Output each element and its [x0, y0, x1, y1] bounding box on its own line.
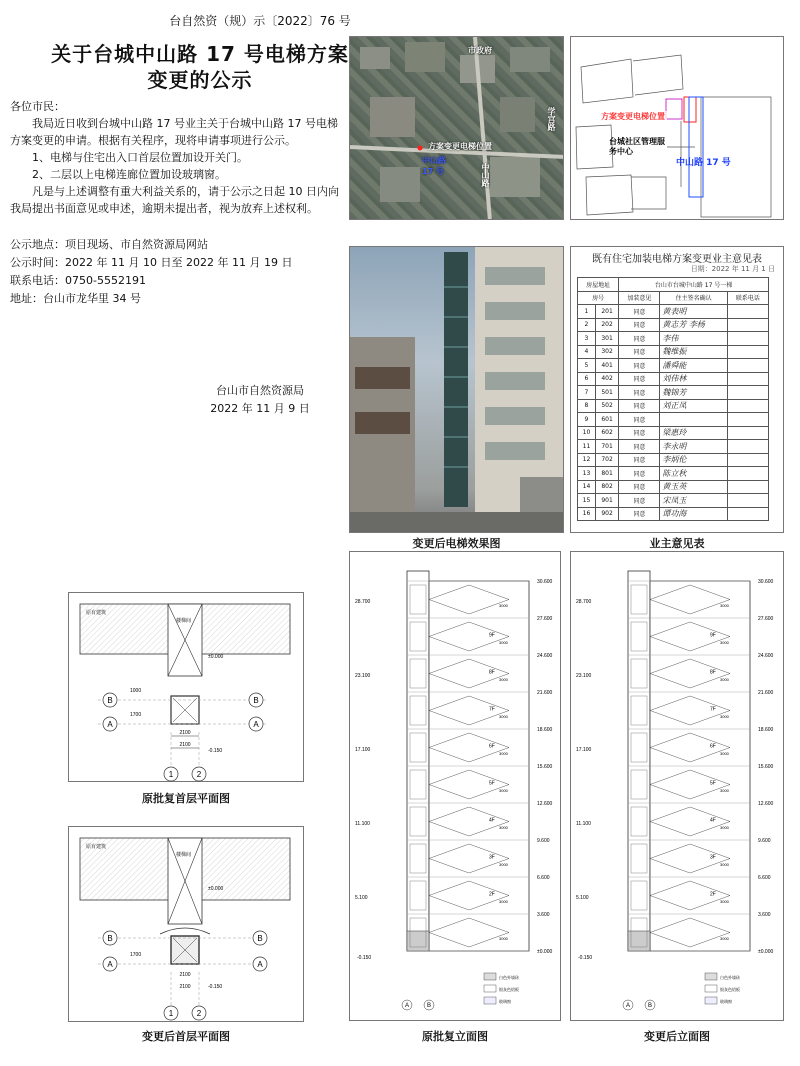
orig-elev-legend-swatch-3 [484, 997, 496, 1004]
cell-sign: 黄玉英 [660, 480, 727, 494]
new-axis-1: 1 [168, 1009, 174, 1018]
cell-idx: 2 [578, 318, 596, 332]
orig-axis-b-left: B [107, 696, 113, 705]
item-1: 1、电梯与住宅出入口首层位置加设开关门。 [32, 151, 248, 164]
orig-elev-level-label: 18.600 [537, 727, 553, 733]
cell-room: 601 [595, 413, 618, 427]
orig-elev-floor-tag: 7F [489, 706, 495, 713]
new-axis-a-left: A [107, 960, 113, 969]
new-elev-legend-swatch-2 [705, 985, 717, 992]
label-zhongshan-road: 中山路 [481, 163, 490, 187]
orig-elev-left-level: 5.100 [355, 895, 368, 902]
orig-axis-b-right: B [253, 696, 259, 705]
orig-axis-a-left: A [107, 720, 113, 729]
new-elev-floor-tag: 9F [710, 632, 716, 639]
new-elev-axis-b: B [647, 1003, 653, 1009]
issuer: 台山市自然资源局 [216, 384, 304, 397]
orig-elev-legend-swatch-1 [484, 973, 496, 980]
notice-location: 公示地点：项目现场、市自然资源局网站 [10, 238, 208, 251]
siteplan-community: 台城社区管理服务中心 [609, 137, 665, 156]
cell-idx: 12 [578, 453, 596, 467]
label-city-gov: 市政府 [468, 46, 492, 55]
new-elev-level-label: 30.600 [758, 579, 774, 585]
orig-elev-dim-label: 3000 [499, 935, 508, 941]
cell-idx: 1 [578, 305, 596, 319]
cell-idx: 13 [578, 467, 596, 481]
opinion-table-title: 既有住宅加装电梯方案变更业主意见表 [592, 254, 762, 265]
col-sign: 住主签名确认 [660, 291, 727, 305]
cell-opinion: 同意 [619, 440, 660, 454]
orig-elev-0: ±0.000 [208, 654, 224, 660]
cell-room: 202 [595, 318, 618, 332]
cell-phone [727, 507, 768, 521]
cell-phone [727, 332, 768, 346]
new-elev-dim-label: 3000 [720, 787, 729, 793]
cell-sign: 刘伟林 [660, 372, 727, 386]
site-plan-lines [571, 37, 784, 220]
opinion-table [577, 277, 769, 521]
table-row [578, 305, 769, 319]
cell-idx: 14 [578, 480, 596, 494]
new-axis-2: 2 [196, 1009, 202, 1018]
new-existing-bldg: 原有建筑 [86, 844, 107, 850]
orig-elev-level-label: 9.600 [537, 838, 550, 844]
orig-elev-left-level: 23.100 [355, 673, 371, 680]
orig-axis-1: 1 [168, 770, 174, 779]
label-zhongshan17: 中山路 17 号 [422, 156, 446, 176]
table-row [578, 480, 769, 494]
new-elev-level-label: 6.600 [758, 875, 771, 881]
cell-idx: 3 [578, 332, 596, 346]
orig-elev-level-label: 12.600 [537, 801, 553, 807]
table-row [578, 359, 769, 373]
cell-opinion: 同意 [619, 318, 660, 332]
table-row [578, 467, 769, 481]
new-elev-level-label: 27.600 [758, 616, 774, 622]
col-address: 房屋地址 [578, 278, 619, 292]
table-row [578, 318, 769, 332]
orig-elev-legend-3: 玻璃窗 [499, 999, 511, 1004]
new-axis-a-right: A [257, 960, 263, 969]
notice-info [10, 236, 292, 308]
cell-phone [727, 467, 768, 481]
cell-room: 901 [595, 494, 618, 508]
orig-elev-level-label: 3.600 [537, 912, 550, 918]
cell-idx: 8 [578, 399, 596, 413]
new-elev-floor-tag: 8F [710, 669, 716, 676]
new-stairwell: 楼梯间 [176, 852, 192, 858]
cell-sign: 刘正凤 [660, 399, 727, 413]
col-opinion: 加装意见 [619, 291, 660, 305]
cell-room: 301 [595, 332, 618, 346]
table-row [578, 345, 769, 359]
orig-elev-level-label: 24.600 [537, 653, 553, 659]
orig-elev-floor-tag: 4F [489, 817, 495, 824]
caption-opinion: 业主意见表 [649, 537, 705, 550]
new-dim-2100b: 2100 [179, 984, 191, 990]
new-axis-b-left: B [107, 934, 113, 943]
orig-elev-level-label: 27.600 [537, 616, 553, 622]
new-elev-level-label: 21.600 [758, 690, 774, 696]
cell-opinion: 同意 [619, 480, 660, 494]
orig-axis-a-right: A [253, 720, 259, 729]
orig-elev-legend-swatch-2 [484, 985, 496, 992]
orig-elev-dim-label: 3000 [499, 713, 508, 719]
orig-elev-ground-neg: -0.150 [357, 955, 372, 961]
orig-elev-axis-a: A [404, 1003, 410, 1009]
cell-phone [727, 399, 768, 413]
orig-elev-left-level: 17.100 [355, 747, 371, 754]
cell-sign: 潘舜能 [660, 359, 727, 373]
new-elev-dim-label: 3000 [720, 935, 729, 941]
cell-room: 801 [595, 467, 618, 481]
cell-idx: 11 [578, 440, 596, 454]
new-elev-floor-tag: 3F [710, 854, 716, 861]
cell-idx: 7 [578, 386, 596, 400]
new-elev-level-label: 3.600 [758, 912, 771, 918]
new-elev-base [628, 931, 650, 951]
new-elev-axis-a: A [625, 1003, 631, 1009]
table-row [578, 507, 769, 521]
orig-elev-dim-label: 3000 [499, 898, 508, 904]
cell-sign: 梁惠玲 [660, 426, 727, 440]
orig-elev-floor-tag: 3F [489, 854, 495, 861]
new-elev-legend-swatch-3 [705, 997, 717, 1004]
label-school-road: 学宫路 [547, 107, 556, 131]
caption-new-elev: 变更后立面图 [644, 1030, 710, 1043]
cell-sign: 陈立秋 [660, 467, 727, 481]
signature-block [190, 382, 330, 418]
cell-sign: 谭功海 [660, 507, 727, 521]
elevator-effect-photo [349, 246, 564, 533]
caption-effect: 变更后电梯效果图 [412, 537, 501, 550]
new-elev-dim-label: 3000 [720, 750, 729, 756]
col-room: 房号 [578, 291, 619, 305]
orig-elev-legend-2: 银灰色铝板 [499, 987, 519, 992]
label-elevator-pos: 方案变更电梯位置 [428, 142, 492, 151]
table-row [578, 399, 769, 413]
new-elev-floor-tag: 5F [710, 780, 716, 787]
cell-opinion: 同意 [619, 399, 660, 413]
cell-room: 501 [595, 386, 618, 400]
table-row [578, 494, 769, 508]
cell-opinion: 同意 [619, 467, 660, 481]
cell-phone [727, 318, 768, 332]
notice-body [10, 98, 345, 217]
cell-idx: 16 [578, 507, 596, 521]
new-dim-1700: 1700 [130, 952, 142, 958]
new-elev-dim-label: 3000 [720, 861, 729, 867]
cell-sign: 李炳伦 [660, 453, 727, 467]
cell-room: 602 [595, 426, 618, 440]
cell-sign: 魏维振 [660, 345, 727, 359]
cell-idx: 6 [578, 372, 596, 386]
orig-elev-axis-b: B [426, 1003, 432, 1009]
cell-sign [660, 413, 727, 427]
cell-opinion: 同意 [619, 386, 660, 400]
new-elev-ground-neg: -0.150 [578, 955, 593, 961]
cell-room: 201 [595, 305, 618, 319]
cell-phone [727, 386, 768, 400]
new-elev-left-level: 17.100 [576, 747, 592, 754]
new-elev-level-label: 12.600 [758, 801, 774, 807]
new-dim-2100a: 2100 [179, 972, 191, 978]
new-elev-level-label: 18.600 [758, 727, 774, 733]
new-elev-legend-2: 银灰色铝板 [720, 987, 740, 992]
table-row [578, 332, 769, 346]
table-row [578, 440, 769, 454]
new-axis-b-right: B [257, 934, 263, 943]
orig-elev-floor-tag: 9F [489, 632, 495, 639]
new-elev-legend-swatch-1 [705, 973, 717, 980]
issue-date: 2022 年 11 月 9 日 [210, 402, 310, 415]
cell-opinion: 同意 [619, 494, 660, 508]
aerial-photo [349, 36, 564, 220]
new-elev-floor-tag: 7F [710, 706, 716, 713]
contact-address: 地址：台山市龙华里 34 号 [10, 292, 141, 305]
cell-sign: 李永明 [660, 440, 727, 454]
orig-elev-level-label: 21.600 [537, 690, 553, 696]
orig-elev-dim-label: 3000 [499, 787, 508, 793]
cell-opinion: 同意 [619, 453, 660, 467]
new-elev-dim-label: 3000 [720, 676, 729, 682]
cell-sign: 宋凤玉 [660, 494, 727, 508]
cell-idx: 5 [578, 359, 596, 373]
new-elev-level-label: ±0.000 [758, 949, 774, 955]
orig-elev-elevator-shaft [407, 571, 429, 951]
orig-elev-legend-1: 白色外墙砖 [499, 975, 519, 980]
caption-orig-plan: 原批复首层平面图 [142, 792, 230, 805]
cell-room: 802 [595, 480, 618, 494]
orig-elev-left-level: 11.100 [355, 821, 370, 828]
orig-elev-dim-label: 3000 [499, 602, 508, 608]
siteplan-elevator-pos: 方案变更电梯位置 [601, 112, 665, 121]
doc-number: 台自然资（规）示〔2022〕76 号 [169, 14, 351, 28]
new-elev-level-label: 9.600 [758, 838, 771, 844]
cell-room: 401 [595, 359, 618, 373]
cell-opinion: 同意 [619, 305, 660, 319]
cell-opinion: 同意 [619, 507, 660, 521]
caption-orig-elev: 原批复立面图 [422, 1030, 488, 1043]
orig-floor-plan [68, 592, 304, 782]
cell-room: 302 [595, 345, 618, 359]
cell-phone [727, 440, 768, 454]
new-elev-floor-tag: 6F [710, 743, 716, 750]
cell-phone [727, 413, 768, 427]
caption-new-plan: 变更后首层平面图 [142, 1030, 230, 1043]
new-floor-plan [68, 826, 304, 1022]
new-elev-0: ±0.000 [208, 886, 224, 892]
new-elev-legend-3: 玻璃窗 [720, 999, 732, 1004]
orig-stairwell: 楼梯间 [176, 618, 192, 624]
cell-phone [727, 453, 768, 467]
siteplan-zhongshan17: 中山路 17 号 [676, 158, 731, 168]
cell-idx: 10 [578, 426, 596, 440]
cell-opinion: 同意 [619, 426, 660, 440]
cell-phone [727, 426, 768, 440]
cell-idx: 15 [578, 494, 596, 508]
paragraph-1: 我局近日收到台城中山路 17 号业主关于台城中山路 17 号电梯方案变更的申请。根据有关程序，现将申请事项进行公示。 [10, 117, 338, 147]
cell-room: 701 [595, 440, 618, 454]
orig-elev-floor-tag: 2F [489, 891, 495, 898]
table-row [578, 426, 769, 440]
orig-dim-2100a: 2100 [179, 730, 191, 736]
orig-elev-dim-label: 3000 [499, 676, 508, 682]
cell-sign: 李伟 [660, 332, 727, 346]
orig-axis-2: 2 [196, 770, 202, 779]
new-elev-floor-tag: 4F [710, 817, 716, 824]
new-elev-dim-label: 3000 [720, 639, 729, 645]
address-value: 台山市台城中山路 17 号一梯 [619, 278, 769, 292]
cell-phone [727, 480, 768, 494]
cell-room: 502 [595, 399, 618, 413]
orig-elev-neg: -0.150 [208, 748, 223, 754]
new-elev-left-level: 28.700 [576, 599, 592, 606]
orig-elev-left-level: 28.700 [355, 599, 371, 606]
page-title: 关于台城中山路 17 号电梯方案 [51, 42, 349, 66]
page-title-line2: 变更的公示 [147, 68, 253, 92]
opinion-table-date: 日期：2022 年 11 月 1 日 [690, 265, 775, 273]
orig-elev-level-label: 6.600 [537, 875, 550, 881]
orig-elev-dim-label: 3000 [499, 824, 508, 830]
new-elev-dim-label: 3000 [720, 824, 729, 830]
orig-elev-floor-tag: 5F [489, 780, 495, 787]
cell-opinion: 同意 [619, 372, 660, 386]
new-elev-neg: -0.150 [208, 984, 223, 990]
new-elev-left-level: 11.100 [576, 821, 591, 828]
notice-period: 公示时间：2022 年 11 月 10 日至 2022 年 11 月 19 日 [10, 256, 293, 269]
cell-opinion: 同意 [619, 413, 660, 427]
cell-phone [727, 345, 768, 359]
cell-opinion: 同意 [619, 332, 660, 346]
col-phone: 联系电话 [727, 291, 768, 305]
new-elev-dim-label: 3000 [720, 898, 729, 904]
item-2: 2、二层以上电梯连廊位置加设玻璃窗。 [32, 168, 226, 181]
orig-elev-dim-label: 3000 [499, 639, 508, 645]
paragraph-2: 凡是与上述调整有重大利益关系的，请于公示之日起 10 日内向我局提出书面意见或申述，逾期未提出者，视为放弃上述权利。 [10, 185, 339, 215]
new-elev-level-label: 24.600 [758, 653, 774, 659]
table-row [578, 453, 769, 467]
cell-phone [727, 359, 768, 373]
cell-idx: 4 [578, 345, 596, 359]
cell-sign: 魏锦芳 [660, 386, 727, 400]
orig-elev-level-label: 15.600 [537, 764, 553, 770]
orig-dim-1000: 1000 [130, 688, 142, 694]
orig-elev-level-label: ±0.000 [537, 949, 553, 955]
orig-elev-floor-tag: 6F [489, 743, 495, 750]
orig-elevation [349, 551, 561, 1021]
new-elevation [570, 551, 784, 1021]
new-elev-dim-label: 3000 [720, 713, 729, 719]
cell-idx: 9 [578, 413, 596, 427]
effect-illustration [350, 247, 564, 533]
cell-opinion: 同意 [619, 359, 660, 373]
new-elev-level-label: 15.600 [758, 764, 774, 770]
orig-elev-dim-label: 3000 [499, 750, 508, 756]
table-row [578, 413, 769, 427]
orig-dim-1700: 1700 [130, 712, 142, 718]
cell-phone [727, 372, 768, 386]
new-elev-legend-1: 白色外墙砖 [720, 975, 740, 980]
orig-existing-bldg: 原有建筑 [86, 610, 107, 616]
cell-phone [727, 494, 768, 508]
owner-opinion-form [570, 246, 784, 533]
table-row [578, 372, 769, 386]
new-elev-left-level: 23.100 [576, 673, 592, 680]
cell-sign: 黄表明 [660, 305, 727, 319]
salutation: 各位市民： [10, 100, 65, 113]
orig-elev-dim-label: 3000 [499, 861, 508, 867]
cell-room: 402 [595, 372, 618, 386]
orig-elev-level-label: 30.600 [537, 579, 553, 585]
cell-room: 902 [595, 507, 618, 521]
contact-phone: 联系电话：0750-5552191 [10, 274, 146, 287]
aerial-roads [350, 37, 564, 220]
new-elev-left-level: 5.100 [576, 895, 589, 902]
orig-dim-2100b: 2100 [179, 742, 191, 748]
table-row [578, 386, 769, 400]
cell-phone [727, 305, 768, 319]
new-elev-elevator-shaft [628, 571, 650, 951]
orig-elev-base [407, 931, 429, 951]
new-elev-dim-label: 3000 [720, 602, 729, 608]
new-elev-floor-tag: 2F [710, 891, 716, 898]
cell-opinion: 同意 [619, 345, 660, 359]
cell-sign: 黄志芳 李杨 [660, 318, 727, 332]
site-plan [570, 36, 784, 220]
cell-room: 702 [595, 453, 618, 467]
orig-elev-floor-tag: 8F [489, 669, 495, 676]
